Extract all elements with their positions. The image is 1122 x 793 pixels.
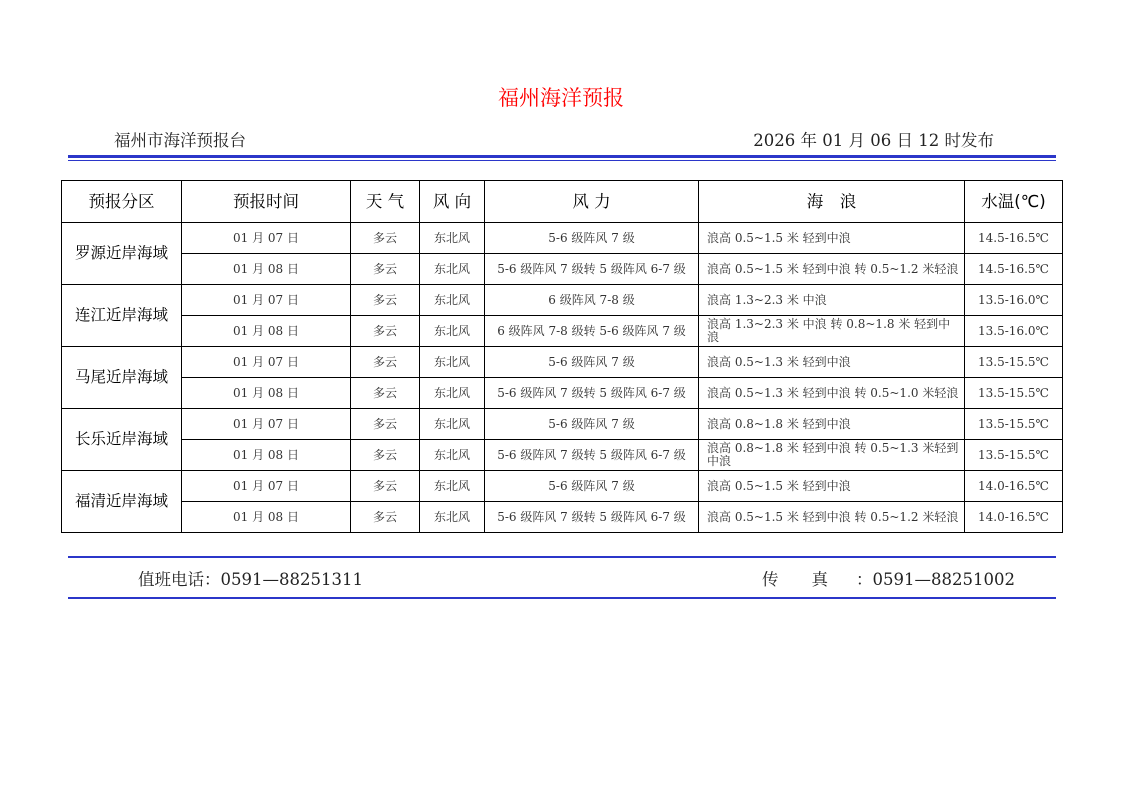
table-row xyxy=(62,378,1063,409)
forecast-time: 01 月 07 日 xyxy=(182,347,351,378)
column-header-wind-force: 风 力 xyxy=(485,181,699,223)
table-row xyxy=(62,316,1063,347)
weather-cell: 多云 xyxy=(351,409,420,440)
weather-cell: 多云 xyxy=(351,285,420,316)
wind-force-cell: 5-6 级阵风 7 级转 5 级阵风 6-7 级 xyxy=(485,378,699,409)
wave-cell: 浪高 0.5~1.5 米 轻到中浪 转 0.5~1.2 米轻浪 xyxy=(699,502,965,533)
forecast-time: 01 月 08 日 xyxy=(182,316,351,347)
wind-force-cell: 5-6 级阵风 7 级转 5 级阵风 6-7 级 xyxy=(485,254,699,285)
region-name: 长乐近岸海域 xyxy=(62,409,182,471)
wind-direction-cell: 东北风 xyxy=(420,502,485,533)
duty-phone: 值班电话：0591—88251311 xyxy=(138,570,363,589)
column-header-time: 预报时间 xyxy=(182,181,351,223)
water-temp-cell: 14.5-16.5℃ xyxy=(965,223,1063,254)
wave-cell: 浪高 1.3~2.3 米 中浪 转 0.8~1.8 米 轻到中浪 xyxy=(699,316,965,347)
water-temp-cell: 14.5-16.5℃ xyxy=(965,254,1063,285)
wind-direction-cell: 东北风 xyxy=(420,440,485,471)
table-row xyxy=(62,471,1063,502)
wind-direction-cell: 东北风 xyxy=(420,409,485,440)
wind-force-cell: 5-6 级阵风 7 级 xyxy=(485,223,699,254)
wind-direction-cell: 东北风 xyxy=(420,378,485,409)
weather-cell: 多云 xyxy=(351,502,420,533)
forecast-table xyxy=(61,180,1063,533)
weather-cell: 多云 xyxy=(351,223,420,254)
wind-force-cell: 5-6 级阵风 7 级 xyxy=(485,471,699,502)
weather-cell: 多云 xyxy=(351,254,420,285)
water-temp-cell: 13.5-16.0℃ xyxy=(965,316,1063,347)
wind-direction-cell: 东北风 xyxy=(420,471,485,502)
region-name: 福清近岸海域 xyxy=(62,471,182,533)
wind-force-cell: 5-6 级阵风 7 级 xyxy=(485,347,699,378)
weather-cell: 多云 xyxy=(351,378,420,409)
column-header-water-temp: 水温(℃) xyxy=(965,181,1063,223)
water-temp-cell: 13.5-16.0℃ xyxy=(965,285,1063,316)
forecast-time: 01 月 07 日 xyxy=(182,409,351,440)
wind-direction-cell: 东北风 xyxy=(420,285,485,316)
table-row xyxy=(62,502,1063,533)
header-rule-thin xyxy=(68,160,1056,161)
region-name: 连江近岸海域 xyxy=(62,285,182,347)
wind-force-cell: 5-6 级阵风 7 级 xyxy=(485,409,699,440)
weather-cell: 多云 xyxy=(351,440,420,471)
water-temp-cell: 13.5-15.5℃ xyxy=(965,409,1063,440)
wave-cell: 浪高 0.5~1.5 米 轻到中浪 xyxy=(699,471,965,502)
fax-number xyxy=(762,566,1015,590)
wind-direction-cell: 东北风 xyxy=(420,223,485,254)
weather-cell: 多云 xyxy=(351,316,420,347)
wind-force-cell: 6 级阵风 7-8 级 xyxy=(485,285,699,316)
table-row xyxy=(62,223,1063,254)
forecast-time: 01 月 08 日 xyxy=(182,254,351,285)
fax-label: 传 真 xyxy=(762,570,828,589)
issue-datetime: 2026 年 01 月 06 日 12 时发布 xyxy=(753,131,994,150)
header-rule-thick xyxy=(68,155,1056,158)
wave-cell: 浪高 0.5~1.3 米 轻到中浪 xyxy=(699,347,965,378)
forecast-time: 01 月 08 日 xyxy=(182,502,351,533)
table-row xyxy=(62,347,1063,378)
table-row xyxy=(62,254,1063,285)
column-header-wave: 海 浪 xyxy=(699,181,965,223)
wave-cell: 浪高 0.8~1.8 米 轻到中浪 xyxy=(699,409,965,440)
forecast-time: 01 月 08 日 xyxy=(182,378,351,409)
wind-force-cell: 5-6 级阵风 7 级转 5 级阵风 6-7 级 xyxy=(485,502,699,533)
water-temp-cell: 14.0-16.5℃ xyxy=(965,471,1063,502)
footer-rule-top xyxy=(68,556,1056,558)
footer-rule-bottom xyxy=(68,597,1056,599)
region-name: 罗源近岸海域 xyxy=(62,223,182,285)
forecast-time: 01 月 07 日 xyxy=(182,223,351,254)
region-name: 马尾近岸海域 xyxy=(62,347,182,409)
table-row xyxy=(62,409,1063,440)
organization-name: 福州市海洋预报台 xyxy=(114,131,246,150)
forecast-table-body xyxy=(62,223,1063,533)
forecast-time: 01 月 07 日 xyxy=(182,285,351,316)
wave-cell: 浪高 0.5~1.3 米 轻到中浪 转 0.5~1.0 米轻浪 xyxy=(699,378,965,409)
forecast-time: 01 月 07 日 xyxy=(182,471,351,502)
fax-value: ：0591—88251002 xyxy=(856,570,1015,589)
weather-cell: 多云 xyxy=(351,347,420,378)
wind-direction-cell: 东北风 xyxy=(420,254,485,285)
wind-direction-cell: 东北风 xyxy=(420,347,485,378)
wave-cell: 浪高 0.5~1.5 米 轻到中浪 转 0.5~1.2 米轻浪 xyxy=(699,254,965,285)
water-temp-cell: 13.5-15.5℃ xyxy=(965,440,1063,471)
table-row xyxy=(62,285,1063,316)
wind-force-cell: 5-6 级阵风 7 级转 5 级阵风 6-7 级 xyxy=(485,440,699,471)
column-header-region: 预报分区 xyxy=(62,181,182,223)
weather-cell: 多云 xyxy=(351,471,420,502)
wave-cell: 浪高 0.5~1.5 米 轻到中浪 xyxy=(699,223,965,254)
water-temp-cell: 14.0-16.5℃ xyxy=(965,502,1063,533)
table-header-row xyxy=(62,181,1063,223)
water-temp-cell: 13.5-15.5℃ xyxy=(965,378,1063,409)
forecast-time: 01 月 08 日 xyxy=(182,440,351,471)
table-row xyxy=(62,440,1063,471)
page-title: 福州海洋预报 xyxy=(498,86,624,110)
column-header-wind-direction: 风 向 xyxy=(420,181,485,223)
wind-force-cell: 6 级阵风 7-8 级转 5-6 级阵风 7 级 xyxy=(485,316,699,347)
water-temp-cell: 13.5-15.5℃ xyxy=(965,347,1063,378)
wind-direction-cell: 东北风 xyxy=(420,316,485,347)
wave-cell: 浪高 1.3~2.3 米 中浪 xyxy=(699,285,965,316)
column-header-weather: 天 气 xyxy=(351,181,420,223)
wave-cell: 浪高 0.8~1.8 米 轻到中浪 转 0.5~1.3 米轻到中浪 xyxy=(699,440,965,471)
